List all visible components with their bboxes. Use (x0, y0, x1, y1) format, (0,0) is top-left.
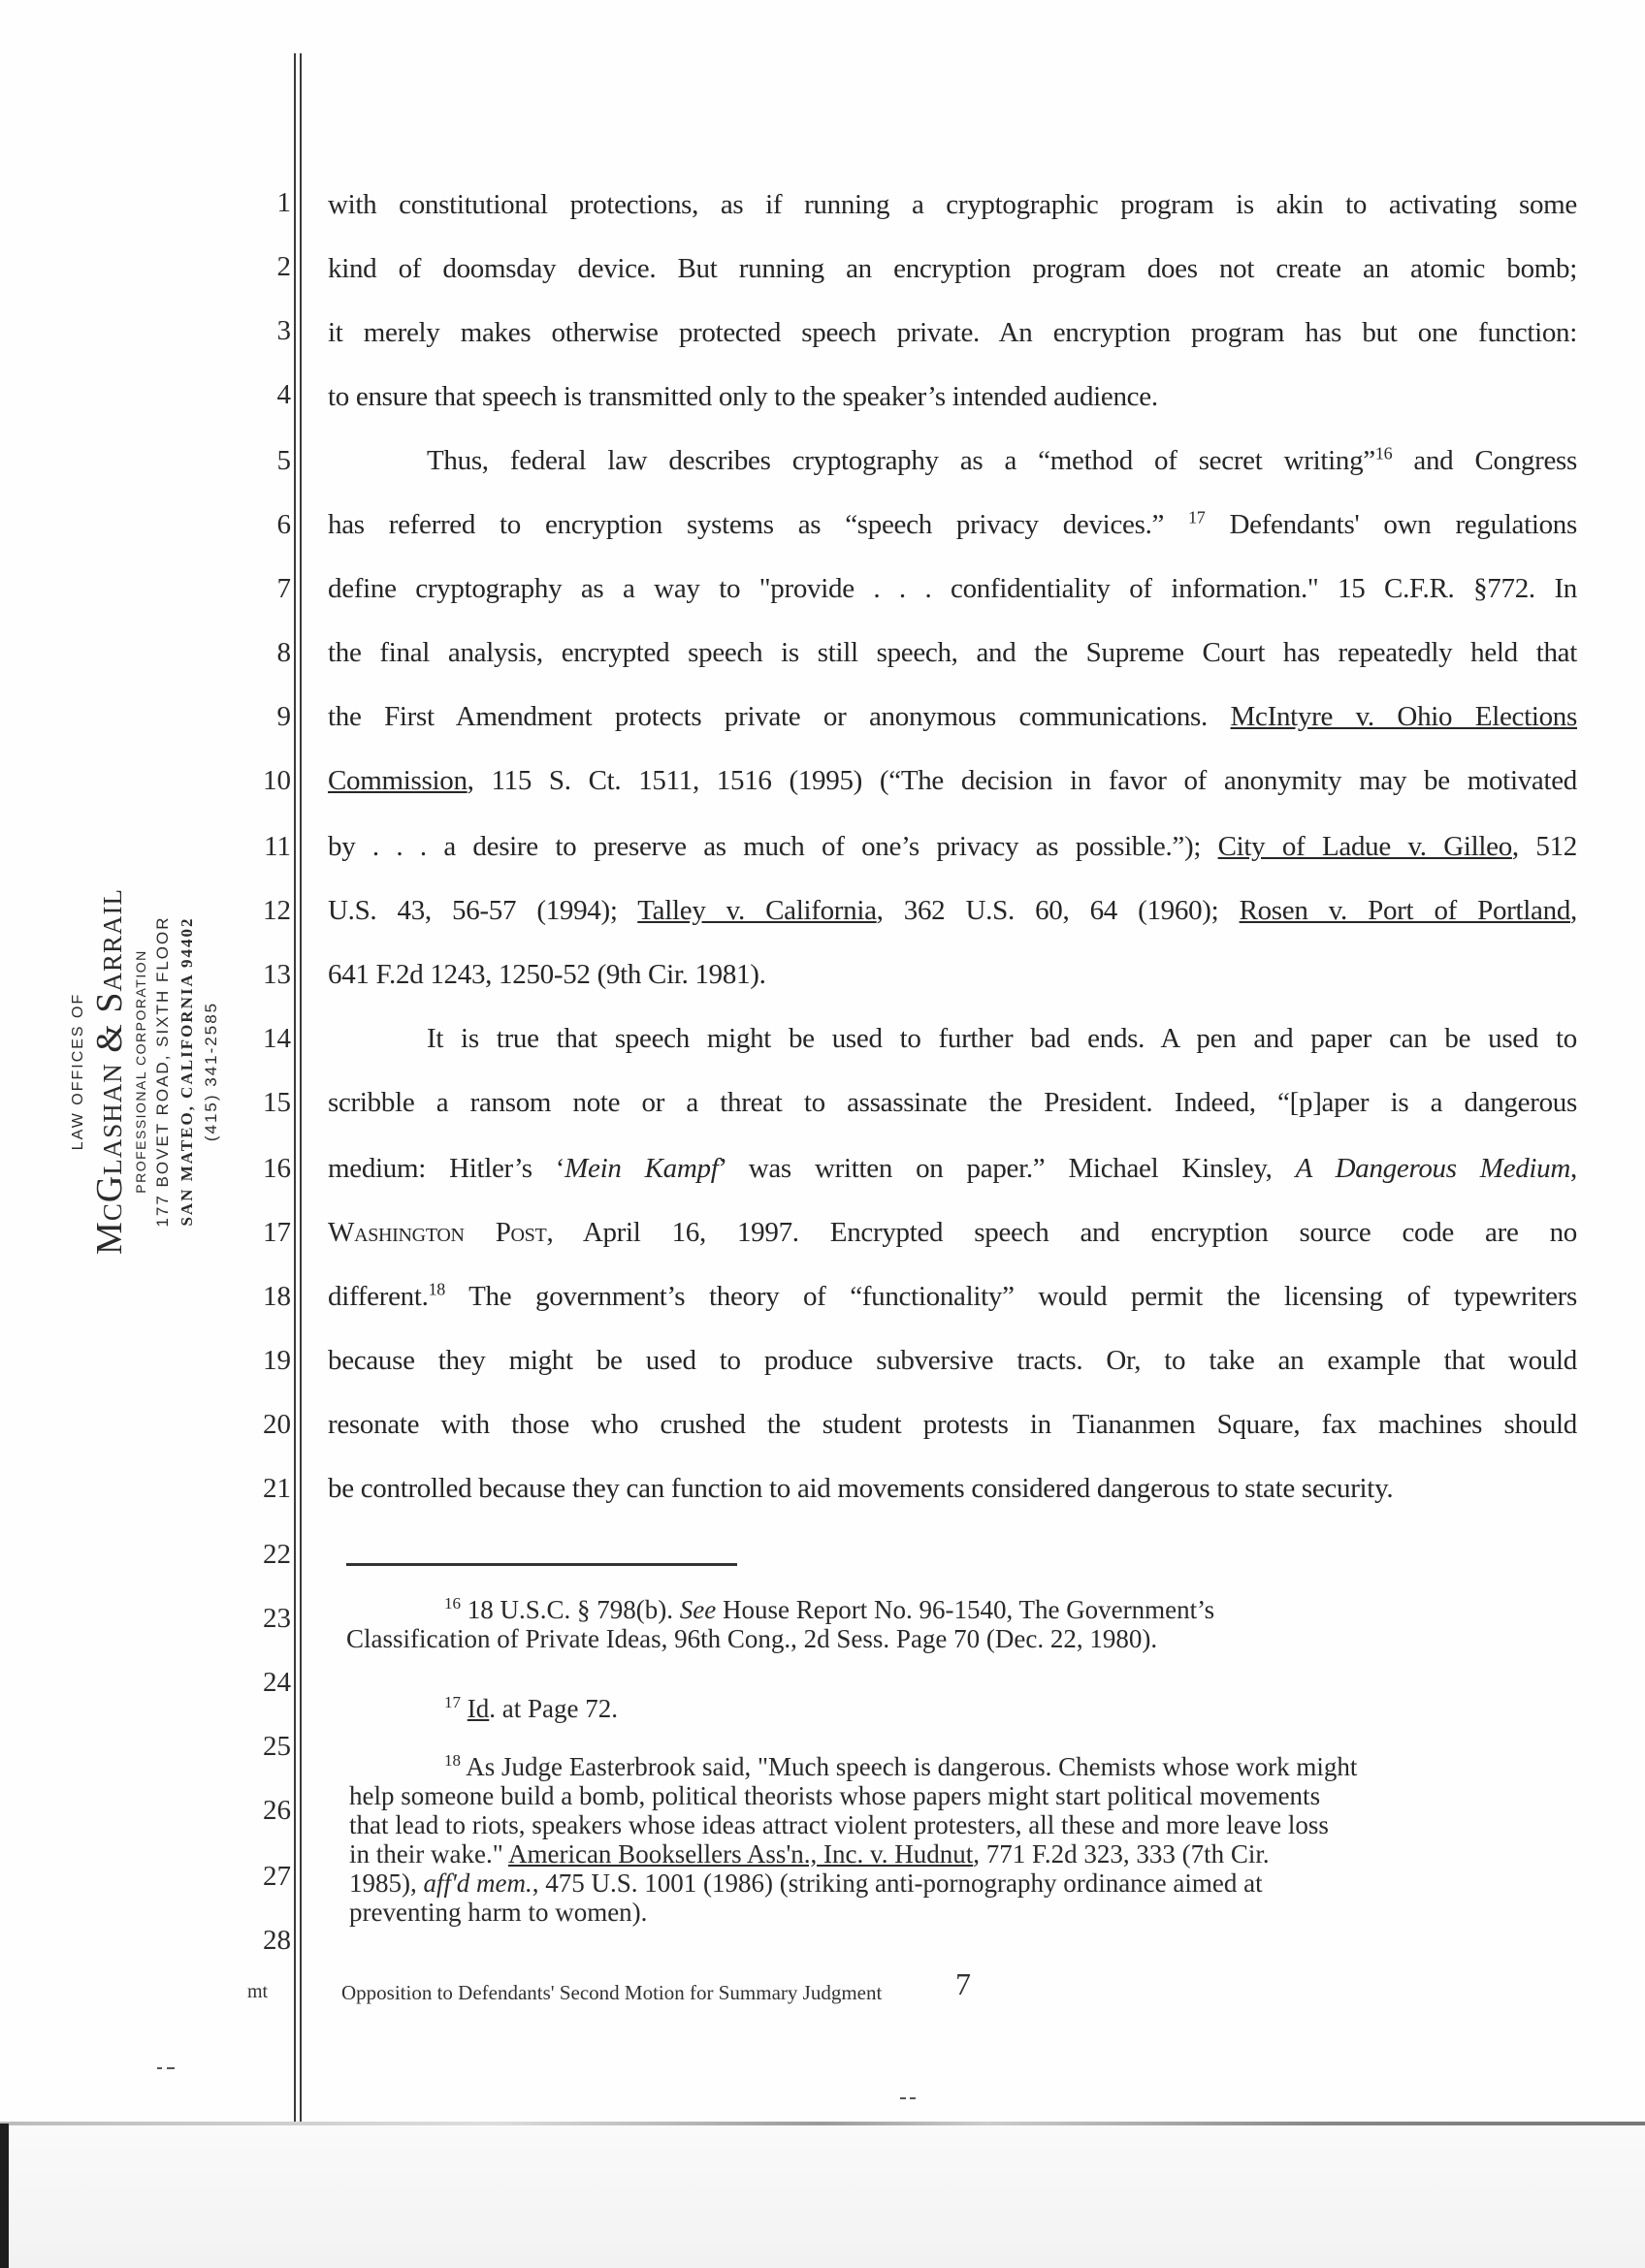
footnote-17 (444, 1695, 618, 1722)
body-line-10 (328, 764, 1577, 797)
body-line-18 (328, 1280, 1577, 1313)
line-number: 12 (263, 895, 291, 926)
text: The government’s theory of “functionality” would permit the licensing of typewriters (444, 1281, 1577, 1312)
body-line-6 (328, 508, 1577, 541)
case-citation: American Booksellers Ass'n., Inc. v. Hudnut (507, 1839, 974, 1869)
text: , 771 F.2d 323, 333 (7th Cir. (973, 1839, 1270, 1869)
scanner-page-edge (0, 2122, 1645, 2125)
scan-artifact (910, 2097, 916, 2099)
case-citation: City of Ladue v. Gilleo (1217, 831, 1512, 862)
body-line-5 (427, 444, 1577, 477)
text: U.S. 43, 56-57 (1994); (328, 895, 638, 926)
text: by . . . a desire to preserve as much of one’s privacy as possible.”); (328, 831, 1218, 862)
page-number: 7 (955, 1966, 971, 2001)
italic-signal: aff'd mem. (423, 1869, 532, 1898)
line-number: 9 (276, 701, 291, 732)
footer-initials: mt (247, 1981, 269, 2002)
scanner-background (0, 2125, 1645, 2268)
body-line-1: with constitutional protections, as if running a cryptographic program is akin to activating some (328, 189, 1577, 220)
line-number: 4 (276, 379, 291, 410)
scan-artifact (900, 2097, 906, 2099)
line-number: 7 (276, 573, 291, 604)
line-number: 28 (263, 1925, 291, 1956)
body-line-11 (328, 830, 1577, 863)
line-number: 15 (263, 1087, 291, 1118)
letterhead-address: 177 BOVET ROAD, SIXTH FLOOR (153, 915, 172, 1228)
text: , 362 U.S. 60, 64 (1960); (876, 895, 1240, 926)
letterhead-firm-name: McGlashan & Sarrail (89, 888, 130, 1255)
footnote-18-line (349, 1840, 1270, 1868)
text: different. (328, 1281, 429, 1312)
text: Thus, federal law describes cryptography as a “method of secret writing” (427, 445, 1375, 476)
text: has referred to encryption systems as “speech privacy devices.” (328, 509, 1189, 540)
id-citation: Id (467, 1694, 490, 1723)
letterhead-prefix: LAW OFFICES OF (70, 992, 86, 1151)
body-line-7: define cryptography as a way to "provide . . . confidentiality of information." 15 C.F.R. §772. In (328, 573, 1577, 604)
text: , 475 U.S. 1001 (1986) (striking anti-pornography ordinance aimed at (532, 1869, 1263, 1898)
footnote-number: 18 (444, 1751, 461, 1770)
body-line-9 (328, 700, 1577, 733)
body-line-8: the final analysis, encrypted speech is still speech, and the Supreme Court has repeatedly held that (328, 637, 1577, 668)
line-number: 8 (276, 637, 291, 668)
body-line-3: it merely makes otherwise protected speech private. An encryption program has but one function: (328, 317, 1577, 348)
footnote-18-line: help someone build a bomb, political theorists whose papers might start political movements (349, 1781, 1321, 1810)
line-number: 14 (263, 1023, 291, 1054)
line-number: 26 (263, 1795, 291, 1826)
text: House Report No. 96-1540, The Government’s (716, 1595, 1215, 1624)
line-number: 18 (263, 1281, 291, 1312)
footnote-ref-16[interactable]: 16 (1374, 443, 1393, 463)
body-line-20: resonate with those who crushed the student protests in Tiananmen Square, fax machines should (328, 1409, 1577, 1440)
line-number: 16 (263, 1153, 291, 1184)
margin-rule-right (300, 53, 302, 2124)
letterhead-city: SAN MATEO, CALIFORNIA 94402 (177, 916, 196, 1227)
footnote-number: 17 (444, 1693, 461, 1711)
line-number: 19 (263, 1345, 291, 1376)
line-number: 3 (276, 315, 291, 346)
footnote-18-line (349, 1869, 1263, 1897)
case-citation: Commission (328, 765, 468, 796)
margin-rule-left (294, 53, 296, 2124)
line-number: 11 (264, 831, 291, 862)
case-citation: Talley v. California (637, 895, 877, 926)
scanner-dark-strip (0, 2124, 9, 2268)
letterhead-phone: (415) 341-2585 (202, 1001, 220, 1142)
line-number: 5 (276, 445, 291, 476)
line-number: 25 (263, 1731, 291, 1762)
line-number: 20 (263, 1409, 291, 1440)
italic-title: A Dangerous Medium (1295, 1153, 1571, 1184)
footnote-18 (444, 1753, 1357, 1780)
line-number: 17 (263, 1217, 291, 1248)
text: medium: Hitler’s ‘ (328, 1153, 565, 1184)
text: , 512 (1511, 831, 1577, 862)
body-line-4: to ensure that speech is transmitted only to the speaker’s intended audience. (328, 381, 1158, 412)
line-number: 13 (263, 959, 291, 990)
text: , 115 S. Ct. 1511, 1516 (1995) (“The decision in favor of anonymity may be motivated (467, 765, 1577, 796)
line-number: 10 (263, 765, 291, 796)
line-number: 21 (263, 1473, 291, 1504)
body-line-13: 641 F.2d 1243, 1250-52 (9th Cir. 1981). (328, 959, 766, 990)
line-number: 23 (263, 1603, 291, 1634)
body-line-12 (328, 894, 1577, 927)
scan-artifact (157, 2067, 162, 2069)
text: , (1570, 895, 1577, 926)
line-number: 27 (263, 1861, 291, 1892)
body-line-15: scribble a ransom note or a threat to assassinate the President. Indeed, “[p]aper is a dangerous (328, 1087, 1577, 1118)
body-line-21: be controlled because they can function to aid movements considered dangerous to state security. (328, 1473, 1394, 1504)
body-line-17 (328, 1216, 1577, 1249)
case-citation: McIntyre v. Ohio Elections (1230, 701, 1577, 732)
publication-name: Washington Post (328, 1217, 547, 1248)
text: As Judge Easterbrook said, "Much speech is dangerous. Chemists whose work might (461, 1752, 1358, 1781)
footnote-separator (346, 1563, 737, 1566)
scan-artifact (167, 2067, 175, 2069)
text: ’ was written on paper.” Michael Kinsley, (718, 1153, 1296, 1184)
text: 1985), (349, 1869, 424, 1898)
text: in their wake." (349, 1839, 508, 1869)
line-number: 2 (276, 251, 291, 282)
line-number: 6 (276, 509, 291, 540)
footnote-16 (444, 1596, 1214, 1623)
body-line-14: It is true that speech might be used to further bad ends. A pen and paper can be used to (427, 1023, 1577, 1054)
footnote-ref-17[interactable]: 17 (1188, 507, 1206, 527)
text: the First Amendment protects private or anonymous communications. (328, 701, 1231, 732)
body-line-16 (328, 1152, 1577, 1185)
line-number: 1 (276, 187, 291, 218)
footnote-ref-18[interactable]: 18 (428, 1279, 445, 1299)
case-citation: Rosen v. Port of Portland (1239, 895, 1571, 926)
letterhead-corporation: PROFESSIONAL CORPORATION (133, 949, 148, 1194)
text: . at Page 72. (489, 1694, 618, 1723)
text: , (1570, 1153, 1577, 1184)
line-number: 22 (263, 1539, 291, 1570)
letterhead (68, 888, 223, 1255)
body-line-2: kind of doomsday device. But running an encryption program does not create an atomic bomb; (328, 253, 1577, 284)
italic-title: Mein Kampf (564, 1153, 719, 1184)
signal-see: See (679, 1595, 717, 1624)
text: Defendants' own regulations (1205, 509, 1577, 540)
footnote-16-cont: Classification of Private Ideas, 96th Cong., 2d Sess. Page 70 (Dec. 22, 1980). (346, 1624, 1158, 1653)
footnote-18-line: that lead to riots, speakers whose ideas attract violent protesters, all these and more leave loss (349, 1810, 1329, 1839)
text: and Congress (1392, 445, 1578, 476)
text: , April 16, 1997. Encrypted speech and encryption source code are no (546, 1217, 1577, 1248)
footer-title: Opposition to Defendants' Second Motion for Summary Judgment (341, 1981, 883, 2004)
footnote-number: 16 (444, 1594, 461, 1613)
body-line-19: because they might be used to produce subversive tracts. Or, to take an example that would (328, 1345, 1577, 1376)
text: 18 U.S.C. § 798(b). (461, 1595, 680, 1624)
footnote-18-line: preventing harm to women). (349, 1898, 648, 1927)
line-number: 24 (263, 1667, 291, 1698)
